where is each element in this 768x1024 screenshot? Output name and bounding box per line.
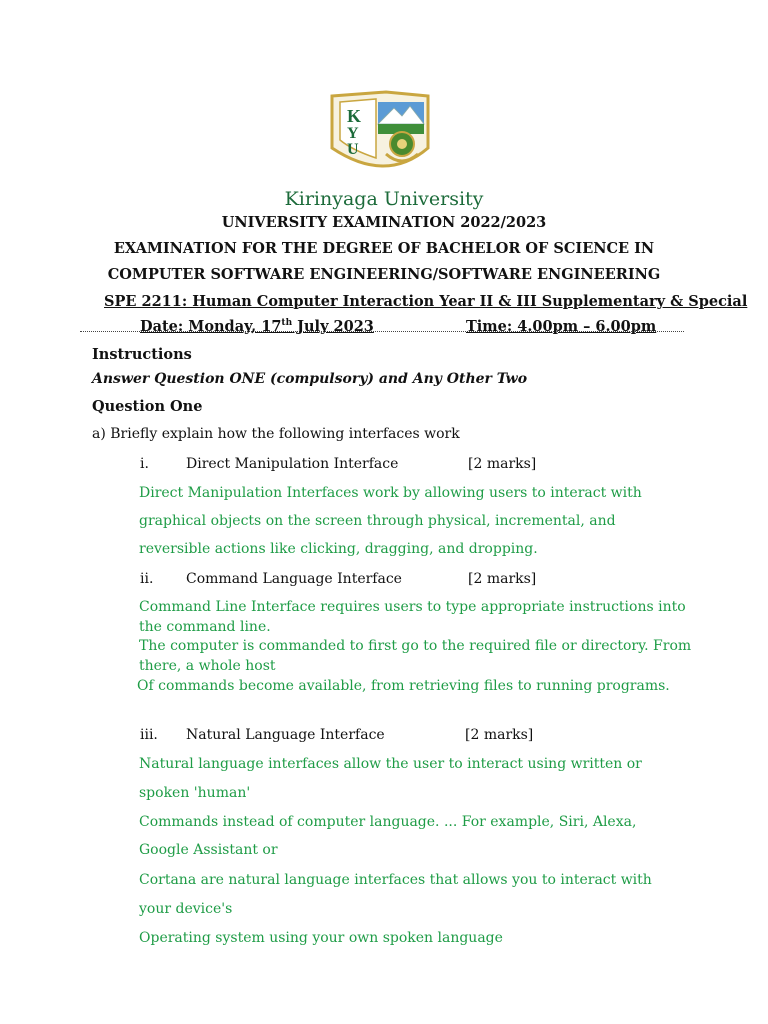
instructions-heading: Instructions [92,346,192,363]
item-number: ii. [140,571,154,587]
item-title: Direct Manipulation Interface [186,456,399,472]
svg-text:Y: Y [347,125,359,142]
answer-line: Natural language interfaces allow the user to interact using written or [139,756,642,772]
svg-text:K: K [347,106,362,126]
instructions-text: Answer Question ONE (compulsory) and Any Other Two [92,371,528,387]
item-marks: [2 marks] [468,571,537,587]
university-logo [316,88,446,184]
item-title: Command Language Interface [186,571,402,587]
answer-line: Operating system using your own spoken language [139,930,503,946]
question-one-heading: Question One [92,398,203,415]
exam-title: UNIVERSITY EXAMINATION 2022/2023 [221,214,547,231]
answer-line: Commands instead of computer language. ... For example, Siri, Alexa, [139,814,637,830]
item-marks: [2 marks] [468,456,537,472]
answer-line: Cortana are natural language interfaces that allows you to interact with [139,872,652,888]
svg-text:U: U [347,141,359,158]
answer-line: Direct Manipulation Interfaces work by allowing users to interact with [139,485,642,501]
answer-line: reversible actions like clicking, dragging, and dropping. [139,541,538,557]
course-line: SPE 2211: Human Computer Interaction Year II & III Supplementary & Special [104,293,748,310]
item-marks: [2 marks] [465,727,534,743]
exam-time: Time: 4.00pm – 6.00pm [466,318,657,335]
answer-line: there, a whole host [139,658,276,674]
exam-date: Date: Monday, 17th July 2023 [140,318,374,335]
answer-line: spoken 'human' [139,785,251,801]
answer-line: Command Line Interface requires users to type appropriate instructions into [139,599,686,615]
part-a-text: a) Briefly explain how the following interfaces work [92,426,460,442]
answer-line: your device's [139,901,233,917]
answer-line: Of commands become available, from retrieving files to running programs. [137,678,670,694]
item-title: Natural Language Interface [186,727,385,743]
university-name: Kirinyaga University [284,188,484,210]
answer-line: the command line. [139,619,271,635]
item-number: i. [140,456,149,472]
answer-line: The computer is commanded to first go to the required file or directory. From [139,638,692,654]
degree-line-2: COMPUTER SOFTWARE ENGINEERING/SOFTWARE ENGINEERING [107,266,661,283]
degree-line-1: EXAMINATION FOR THE DEGREE OF BACHELOR OF SCIENCE IN [113,240,655,257]
item-number: iii. [140,727,158,743]
answer-line: Google Assistant or [139,842,278,858]
answer-line: graphical objects on the screen through physical, incremental, and [139,513,616,529]
